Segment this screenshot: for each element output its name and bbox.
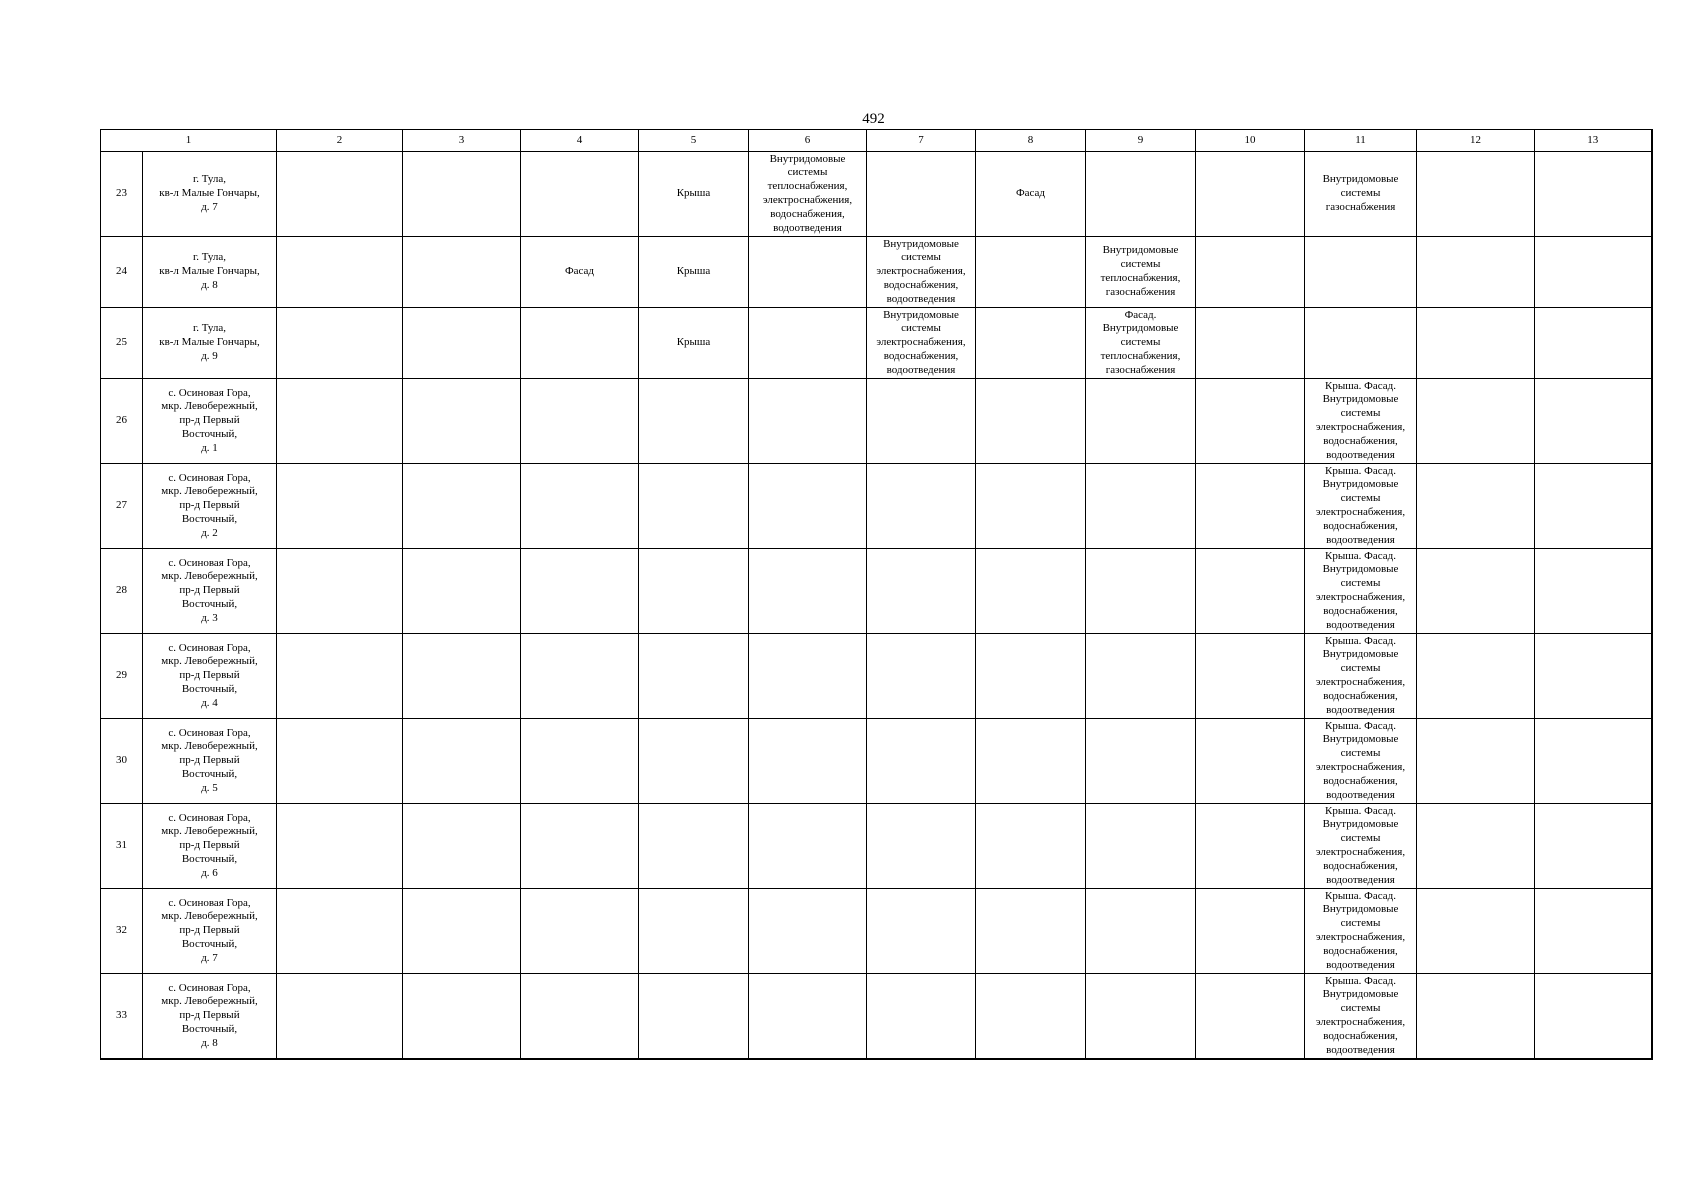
cell-col-3	[403, 974, 521, 1060]
row-number: 24	[101, 237, 143, 308]
cell-col-8	[976, 379, 1086, 464]
cell-col-7	[867, 804, 976, 889]
column-number-8: 8	[976, 130, 1086, 152]
cell-col-5: Крыша	[639, 237, 749, 308]
table-row	[101, 889, 1652, 974]
cell-col-9	[1086, 549, 1196, 634]
cell-col-3	[403, 804, 521, 889]
cell-col-7	[867, 634, 976, 719]
cell-col-4	[521, 152, 639, 237]
cell-col-12	[1417, 379, 1535, 464]
cell-col-7	[867, 549, 976, 634]
cell-col-4	[521, 634, 639, 719]
cell-col-13	[1535, 549, 1652, 634]
cell-col-3	[403, 889, 521, 974]
cell-col-13	[1535, 889, 1652, 974]
cell-col-6	[749, 634, 867, 719]
cell-col-11: Крыша. Фасад. Внутридомовые системы электроснабжения, водоснабжения, водоотведения	[1305, 379, 1417, 464]
cell-col-7	[867, 889, 976, 974]
cell-col-11: Крыша. Фасад. Внутридомовые системы электроснабжения, водоснабжения, водоотведения	[1305, 464, 1417, 549]
cell-col-10	[1196, 719, 1305, 804]
column-number-11: 11	[1305, 130, 1417, 152]
cell-col-9: Внутридомовые системы теплоснабжения, газоснабжения	[1086, 237, 1196, 308]
cell-col-4	[521, 974, 639, 1060]
row-address: с. Осиновая Гора, мкр. Левобережный, пр-д Первый Восточный, д. 1	[143, 379, 277, 464]
cell-col-5	[639, 379, 749, 464]
cell-col-8	[976, 464, 1086, 549]
cell-col-5	[639, 719, 749, 804]
cell-col-12	[1417, 152, 1535, 237]
column-number-13: 13	[1535, 130, 1652, 152]
cell-col-8	[976, 889, 1086, 974]
row-number: 29	[101, 634, 143, 719]
row-number: 31	[101, 804, 143, 889]
cell-col-2	[277, 889, 403, 974]
cell-col-5: Крыша	[639, 152, 749, 237]
cell-col-4: Фасад	[521, 237, 639, 308]
cell-col-4	[521, 889, 639, 974]
column-number-header-row	[101, 130, 1652, 152]
row-address: с. Осиновая Гора, мкр. Левобережный, пр-д Первый Восточный, д. 7	[143, 889, 277, 974]
cell-col-12	[1417, 237, 1535, 308]
cell-col-7	[867, 152, 976, 237]
cell-col-12	[1417, 719, 1535, 804]
column-number-6: 6	[749, 130, 867, 152]
cell-col-8	[976, 804, 1086, 889]
row-number: 33	[101, 974, 143, 1060]
cell-col-5	[639, 549, 749, 634]
cell-col-13	[1535, 634, 1652, 719]
cell-col-10	[1196, 889, 1305, 974]
cell-col-3	[403, 379, 521, 464]
cell-col-3	[403, 719, 521, 804]
cell-col-13	[1535, 464, 1652, 549]
cell-col-2	[277, 719, 403, 804]
cell-col-12	[1417, 634, 1535, 719]
cell-col-12	[1417, 889, 1535, 974]
row-address: с. Осиновая Гора, мкр. Левобережный, пр-д Первый Восточный, д. 5	[143, 719, 277, 804]
cell-col-10	[1196, 804, 1305, 889]
cell-col-6	[749, 804, 867, 889]
table-row	[101, 237, 1652, 308]
cell-col-4	[521, 719, 639, 804]
cell-col-9	[1086, 379, 1196, 464]
cell-col-7: Внутридомовые системы электроснабжения, водоснабжения, водоотведения	[867, 237, 976, 308]
cell-col-5	[639, 634, 749, 719]
page-number: 492	[862, 111, 885, 127]
cell-col-7	[867, 719, 976, 804]
cell-col-11	[1305, 237, 1417, 308]
cell-col-2	[277, 152, 403, 237]
cell-col-3	[403, 464, 521, 549]
cell-col-9	[1086, 974, 1196, 1060]
cell-col-10	[1196, 974, 1305, 1060]
column-number-5: 5	[639, 130, 749, 152]
cell-col-11: Крыша. Фасад. Внутридомовые системы электроснабжения, водоснабжения, водоотведения	[1305, 889, 1417, 974]
cell-col-5	[639, 804, 749, 889]
table-row	[101, 634, 1652, 719]
column-number-7: 7	[867, 130, 976, 152]
cell-col-4	[521, 464, 639, 549]
cell-col-8	[976, 237, 1086, 308]
row-address: с. Осиновая Гора, мкр. Левобережный, пр-д Первый Восточный, д. 3	[143, 549, 277, 634]
cell-col-10	[1196, 237, 1305, 308]
cell-col-10	[1196, 549, 1305, 634]
row-address: г. Тула, кв-л Малые Гончары, д. 9	[143, 308, 277, 379]
cell-col-4	[521, 804, 639, 889]
cell-col-7	[867, 974, 976, 1060]
column-number-3: 3	[403, 130, 521, 152]
cell-col-6	[749, 974, 867, 1060]
cell-col-5: Крыша	[639, 308, 749, 379]
cell-col-7	[867, 464, 976, 549]
cell-col-11: Крыша. Фасад. Внутридомовые системы электроснабжения, водоснабжения, водоотведения	[1305, 974, 1417, 1060]
cell-col-11: Крыша. Фасад. Внутридомовые системы электроснабжения, водоснабжения, водоотведения	[1305, 634, 1417, 719]
cell-col-8: Фасад	[976, 152, 1086, 237]
cell-col-10	[1196, 464, 1305, 549]
row-address: с. Осиновая Гора, мкр. Левобережный, пр-д Первый Восточный, д. 6	[143, 804, 277, 889]
cell-col-8	[976, 308, 1086, 379]
cell-col-3	[403, 549, 521, 634]
cell-col-9	[1086, 719, 1196, 804]
row-address: с. Осиновая Гора, мкр. Левобережный, пр-д Первый Восточный, д. 4	[143, 634, 277, 719]
cell-col-9	[1086, 804, 1196, 889]
cell-col-2	[277, 237, 403, 308]
cell-col-4	[521, 308, 639, 379]
table-row	[101, 719, 1652, 804]
cell-col-3	[403, 308, 521, 379]
column-number-10: 10	[1196, 130, 1305, 152]
table-row	[101, 549, 1652, 634]
column-number-2: 2	[277, 130, 403, 152]
cell-col-8	[976, 549, 1086, 634]
cell-col-7	[867, 379, 976, 464]
column-number-9: 9	[1086, 130, 1196, 152]
cell-col-12	[1417, 464, 1535, 549]
cell-col-6	[749, 549, 867, 634]
cell-col-13	[1535, 379, 1652, 464]
table-row	[101, 804, 1652, 889]
cell-col-2	[277, 464, 403, 549]
cell-col-6	[749, 237, 867, 308]
cell-col-10	[1196, 634, 1305, 719]
cell-col-5	[639, 464, 749, 549]
cell-col-11: Крыша. Фасад. Внутридомовые системы электроснабжения, водоснабжения, водоотведения	[1305, 804, 1417, 889]
cell-col-9	[1086, 152, 1196, 237]
cell-col-6	[749, 889, 867, 974]
row-address: г. Тула, кв-л Малые Гончары, д. 8	[143, 237, 277, 308]
cell-col-9	[1086, 889, 1196, 974]
column-number-4: 4	[521, 130, 639, 152]
row-number: 32	[101, 889, 143, 974]
table-row	[101, 308, 1652, 379]
row-number: 26	[101, 379, 143, 464]
cell-col-4	[521, 379, 639, 464]
cell-col-11	[1305, 308, 1417, 379]
cell-col-13	[1535, 308, 1652, 379]
cell-col-5	[639, 974, 749, 1060]
table-row	[101, 974, 1652, 1060]
cell-col-13	[1535, 804, 1652, 889]
cell-col-12	[1417, 308, 1535, 379]
cell-col-9: Фасад. Внутридомовые системы теплоснабжения, газоснабжения	[1086, 308, 1196, 379]
row-number: 23	[101, 152, 143, 237]
cell-col-4	[521, 549, 639, 634]
repair-schedule-table	[100, 129, 1653, 1060]
column-number-1: 1	[101, 130, 277, 152]
cell-col-6	[749, 464, 867, 549]
cell-col-2	[277, 634, 403, 719]
cell-col-3	[403, 237, 521, 308]
cell-col-9	[1086, 464, 1196, 549]
cell-col-11: Крыша. Фасад. Внутридомовые системы электроснабжения, водоснабжения, водоотведения	[1305, 719, 1417, 804]
row-address: с. Осиновая Гора, мкр. Левобережный, пр-д Первый Восточный, д. 8	[143, 974, 277, 1060]
cell-col-9	[1086, 634, 1196, 719]
row-number: 28	[101, 549, 143, 634]
cell-col-11: Крыша. Фасад. Внутридомовые системы электроснабжения, водоснабжения, водоотведения	[1305, 549, 1417, 634]
cell-col-13	[1535, 974, 1652, 1060]
row-number: 30	[101, 719, 143, 804]
table-row	[101, 379, 1652, 464]
cell-col-3	[403, 634, 521, 719]
table-row	[101, 464, 1652, 549]
cell-col-2	[277, 308, 403, 379]
table-row	[101, 152, 1652, 237]
cell-col-8	[976, 634, 1086, 719]
cell-col-10	[1196, 152, 1305, 237]
cell-col-8	[976, 719, 1086, 804]
cell-col-13	[1535, 237, 1652, 308]
cell-col-6	[749, 308, 867, 379]
cell-col-6	[749, 719, 867, 804]
cell-col-13	[1535, 152, 1652, 237]
cell-col-7: Внутридомовые системы электроснабжения, водоснабжения, водоотведения	[867, 308, 976, 379]
cell-col-2	[277, 549, 403, 634]
cell-col-8	[976, 974, 1086, 1060]
cell-col-13	[1535, 719, 1652, 804]
cell-col-12	[1417, 804, 1535, 889]
cell-col-2	[277, 974, 403, 1060]
cell-col-6: Внутридомовые системы теплоснабжения, электроснабжения, водоснабжения, водоотведения	[749, 152, 867, 237]
row-number: 25	[101, 308, 143, 379]
row-address: с. Осиновая Гора, мкр. Левобережный, пр-д Первый Восточный, д. 2	[143, 464, 277, 549]
cell-col-10	[1196, 379, 1305, 464]
row-address: г. Тула, кв-л Малые Гончары, д. 7	[143, 152, 277, 237]
cell-col-10	[1196, 308, 1305, 379]
cell-col-11: Внутридомовые системы газоснабжения	[1305, 152, 1417, 237]
cell-col-3	[403, 152, 521, 237]
column-number-12: 12	[1417, 130, 1535, 152]
table-body	[101, 130, 1652, 1060]
cell-col-2	[277, 379, 403, 464]
row-number: 27	[101, 464, 143, 549]
cell-col-6	[749, 379, 867, 464]
cell-col-2	[277, 804, 403, 889]
cell-col-12	[1417, 549, 1535, 634]
cell-col-5	[639, 889, 749, 974]
cell-col-12	[1417, 974, 1535, 1060]
